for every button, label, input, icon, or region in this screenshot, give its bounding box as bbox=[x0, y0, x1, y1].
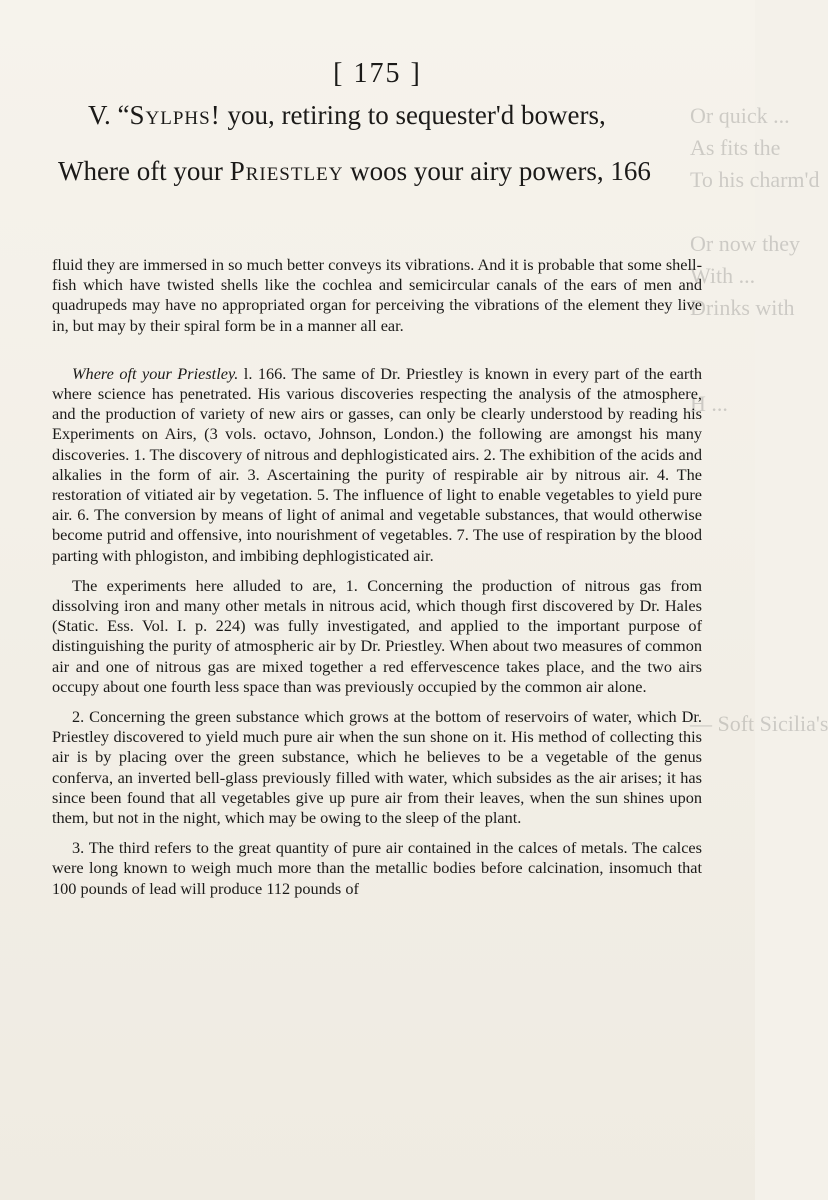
verse-line-2-rest: woos your airy powers, 166 bbox=[343, 156, 651, 186]
paragraph-green-substance: 2. Concerning the green substance which grows at the bottom of reservoirs of water, which Dr. Priestley discovered to yield much pure air when the sun shone on it. His method of collecting this air is by placing over the green substance, which he believes to be a vegetable of the genus conferva, an inverted bell-glass previously filled with water, which subsides as the air arises; it has since been found that all vegetables give up pure air from their leaves, when the sun shines upon them, but not in the night, which may be owing to the sleep of the plant. bbox=[52, 707, 702, 828]
paragraph-fluid: fluid they are immersed in so much better conveys its vibrations. And it is probable that some shell-fish which have twisted shells like the cochlea and semicircular canals of the ears of men and quadrupeds may have no appropriated organ for perceiving the vibrations of the element they live in, but may by their spiral form be in a manner all ear. bbox=[52, 255, 702, 335]
note-text: l. 166. The same of Dr. Priestley is known in every part of the earth where science has penetrated. His various discoveries respecting the analysis of the atmosphere, and the production of variety of new airs or gasses, can only be clearly understood by reading his Experiments on Airs, (3 vols. octavo, Johnson, London.) the following are amongst his many discoveries. 1. The discovery of nitrous and dephlogisticated airs. 2. The exhibition of the acids and alkalies in the form of air. 3. Ascertaining the purity of respirable air by nitrous air. 4. The restoration of vitiated air by vegetation. 5. The influence of light to enable vegetables to yield pure air. 6. The conversion by means of light of animal and vegetable substances, that would otherwise become putrid and offensive, into nourishment of vegetables. 7. The use of respiration by the blood parting with phlogiston, and imbibing dephlogisticated air. bbox=[52, 363, 702, 565]
verse-line-1-rest: you, retiring to sequester'd bowers, bbox=[220, 100, 606, 130]
paragraph-priestley-note bbox=[52, 364, 702, 566]
note-reference: Where oft your Priestley. bbox=[72, 363, 239, 383]
bleed-through-shadow: Or quick ... As fits the To his charm'd Or now they With ... Drinks with H ... — Soft Sicilia's bbox=[690, 103, 828, 736]
verse-priestley: Priestley bbox=[229, 156, 344, 186]
verse-sylphs: Sylphs! bbox=[129, 100, 221, 130]
page-body bbox=[52, 255, 702, 899]
page-number: [ 175 ] bbox=[333, 58, 422, 89]
paragraph-experiments: The experiments here alluded to are, 1. Concerning the production of nitrous gas from dissolving iron and many other metals in nitrous acid, which though first discovered by Dr. Hales (Static. Ess. Vol. I. p. 224) was fully investigated, and applied to the important purpose of distinguishing the purity of atmospheric air by Dr. Priestley. When about two measures of common air and one of nitrous gas are mixed together a red effervescence takes place, and the two airs occupy about one fourth less space than was previously occupied by the common air alone. bbox=[52, 575, 702, 696]
verse-line-2 bbox=[58, 156, 708, 187]
verse-numeral: V. “ bbox=[88, 100, 130, 130]
verse-line-1 bbox=[88, 100, 738, 131]
paragraph-calces: 3. The third refers to the great quantity of pure air contained in the calces of metals. The calces were long known to weigh much more than the metallic bodies before calcination, insomuch that 100 pounds of lead will produce 112 pounds of bbox=[52, 838, 702, 898]
verse-line-2-start: Where oft your bbox=[58, 156, 230, 186]
